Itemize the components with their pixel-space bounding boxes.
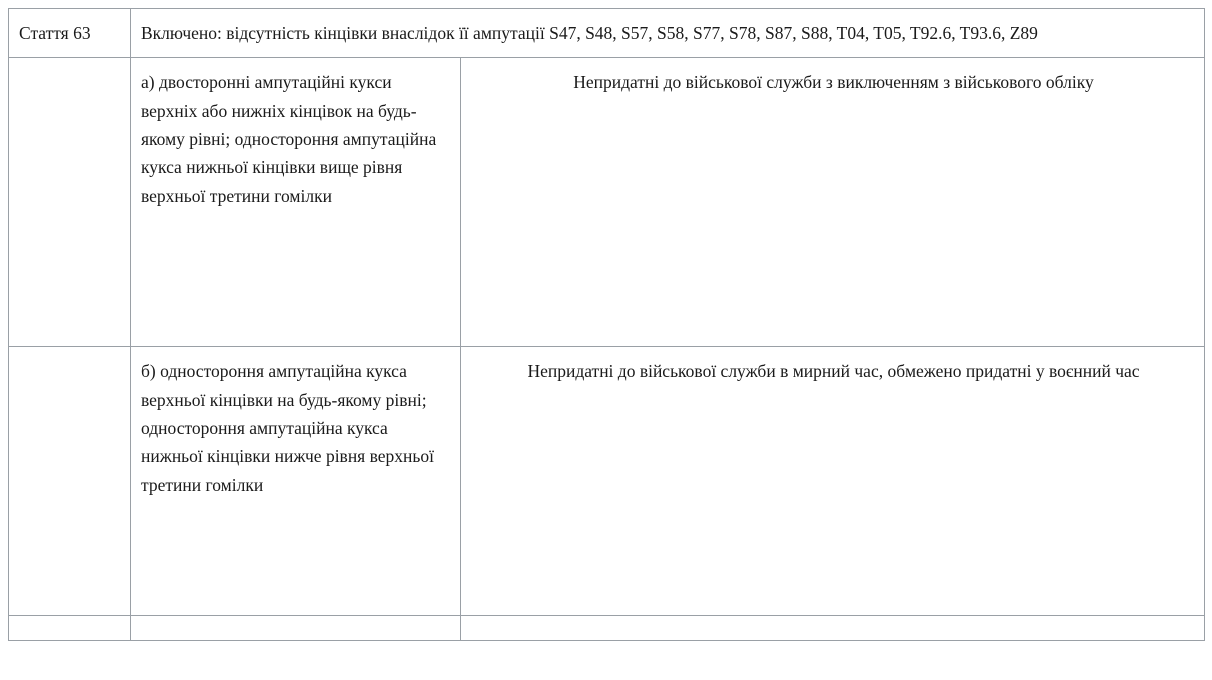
- medical-fitness-table: [8, 8, 1205, 641]
- fitness-verdict-b: Непридатні до військової служби в мирний час, обмежено придатні у воєнний час: [461, 347, 1205, 616]
- table-row: [9, 58, 1205, 347]
- condition-item-truncated: [131, 616, 461, 641]
- article-number-spacer-tail: [9, 616, 131, 641]
- article-number-spacer-b: [9, 347, 131, 616]
- inclusion-criteria-cell: Включено: відсутність кінцівки внаслідок її ампутації S47, S48, S57, S58, S77, S78, S87, S88, T04, T05, T92.6, T93.6, Z89: [131, 9, 1205, 58]
- document-page: [0, 8, 1212, 680]
- article-number-spacer-a: [9, 58, 131, 347]
- table-row: [9, 347, 1205, 616]
- table-row-truncated: [9, 616, 1205, 641]
- table-row-header: [9, 9, 1205, 58]
- article-number-cell: Стаття 63: [9, 9, 131, 58]
- fitness-verdict-truncated: [461, 616, 1205, 641]
- condition-item-b: б) одностороння ампутаційна кукса верхньої кінцівки на будь-якому рівні; одностороння ампутаційна кукса нижньої кінцівки нижче рівня верхньої третини гомілки: [131, 347, 461, 616]
- fitness-verdict-a: Непридатні до військової служби з виключенням з військового обліку: [461, 58, 1205, 347]
- condition-item-a: а) двосторонні ампутаційні кукси верхніх або нижніх кінцівок на будь-якому рівні; одностороння ампутаційна кукса нижньої кінцівки вище рівня верхньої третини гомілки: [131, 58, 461, 347]
